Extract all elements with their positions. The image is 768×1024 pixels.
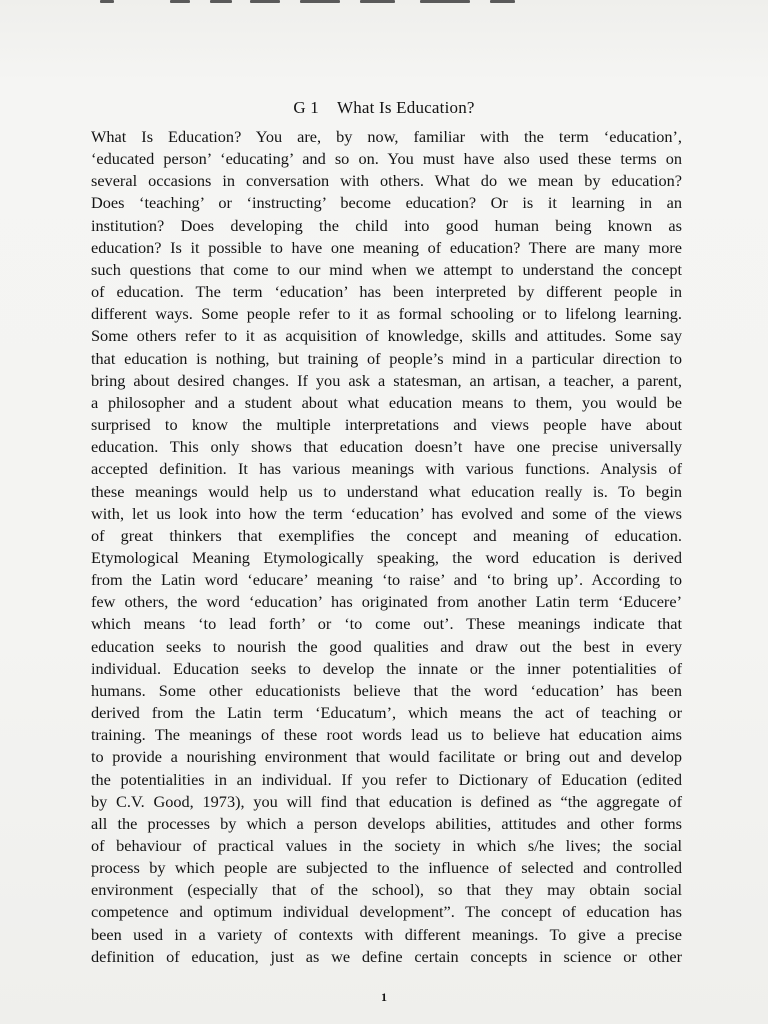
- text-line: definition of education, just as we define certain concepts in science or other: [91, 946, 682, 966]
- text-line: education? Is it possible to have one meaning of education? There are many more: [91, 237, 682, 257]
- text-line: What Is Education? You are, by now, familiar with the term ‘education’,: [91, 127, 682, 146]
- section-title: What Is Education?: [336, 98, 475, 117]
- text-line: few others, the word ‘education’ has originated from another Latin term ‘Educere’: [91, 592, 682, 612]
- text-line: ‘educated person’ ‘educating’ and so on. You must have also used these terms on: [91, 149, 682, 169]
- section-code: G 1: [293, 98, 319, 117]
- text-line: these meanings would help us to understand what education really is. To begin: [91, 481, 682, 501]
- text-line: which means ‘to lead forth’ or ‘to come out’. These meanings indicate that: [91, 614, 682, 634]
- text-line: all the processes by which a person develops abilities, attitudes and other forms: [91, 813, 682, 833]
- section-heading: [0, 98, 768, 118]
- text-line: education. This only shows that education doesn’t have one precise universally: [91, 437, 682, 457]
- text-line: humans. Some other educationists believe that the word ‘education’ has been: [91, 680, 682, 700]
- text-line: institution? Does developing the child into good human being known as: [91, 215, 682, 235]
- text-line: such questions that come to our mind when we attempt to understand the concept: [91, 259, 682, 279]
- text-line: several occasions in conversation with others. What do we mean by education?: [91, 171, 682, 191]
- text-line: to provide a nourishing environment that would facilitate or bring out and develop: [91, 747, 682, 767]
- body-paragraph: [91, 126, 682, 968]
- text-line: of great thinkers that exemplifies the concept and meaning of education.: [91, 525, 682, 545]
- text-line: process by which people are subjected to the influence of selected and controlled: [91, 858, 682, 878]
- text-line: with, let us look into how the term ‘education’ has evolved and some of the views: [91, 503, 682, 523]
- text-line: a philosopher and a student about what education means to them, you would be: [91, 392, 682, 412]
- text-line: by C.V. Good, 1973), you will find that education is defined as “the aggregate of: [91, 791, 682, 811]
- text-line: training. The meanings of these root words lead us to believe hat education aims: [91, 725, 682, 745]
- text-line: Some others refer to it as acquisition of knowledge, skills and attitudes. Some say: [91, 326, 682, 346]
- text-line: competence and optimum individual development”. The concept of education has: [91, 902, 682, 922]
- text-line: environment (especially that of the school), so that they may obtain social: [91, 880, 682, 900]
- text-line: from the Latin word ‘educare’ meaning ‘to raise’ and ‘to bring up’. According to: [91, 570, 682, 590]
- text-line: been used in a variety of contexts with different meanings. To give a precise: [91, 924, 682, 944]
- text-line: education seeks to nourish the good qualities and draw out the best in every: [91, 636, 682, 656]
- text-line: derived from the Latin term ‘Educatum’, which means the act of teaching or: [91, 703, 682, 723]
- text-line: Does ‘teaching’ or ‘instructing’ become education? Or is it learning in an: [91, 193, 682, 213]
- text-line: of education. The term ‘education’ has been interpreted by different people in: [91, 282, 682, 302]
- page-number: 1: [381, 990, 387, 1004]
- text-line: Etymological Meaning Etymologically speaking, the word education is derived: [91, 547, 682, 567]
- text-line: individual. Education seeks to develop the innate or the inner potentialities of: [91, 658, 682, 678]
- text-line: of behaviour of practical values in the society in which s/he lives; the social: [91, 836, 682, 855]
- text-line: the potentialities in an individual. If you refer to Dictionary of Education (edited: [91, 769, 682, 789]
- scan-artifact: [100, 0, 540, 8]
- text-line: bring about desired changes. If you ask a statesman, an artisan, a teacher, a parent,: [91, 370, 682, 390]
- text-line: different ways. Some people refer to it as formal schooling or to lifelong learning.: [91, 304, 682, 324]
- text-line: surprised to know the multiple interpretations and views people have about: [91, 415, 682, 435]
- text-line: that education is nothing, but training of people’s mind in a particular direction to: [91, 348, 682, 368]
- text-line: accepted definition. It has various meanings with various functions. Analysis of: [91, 459, 682, 479]
